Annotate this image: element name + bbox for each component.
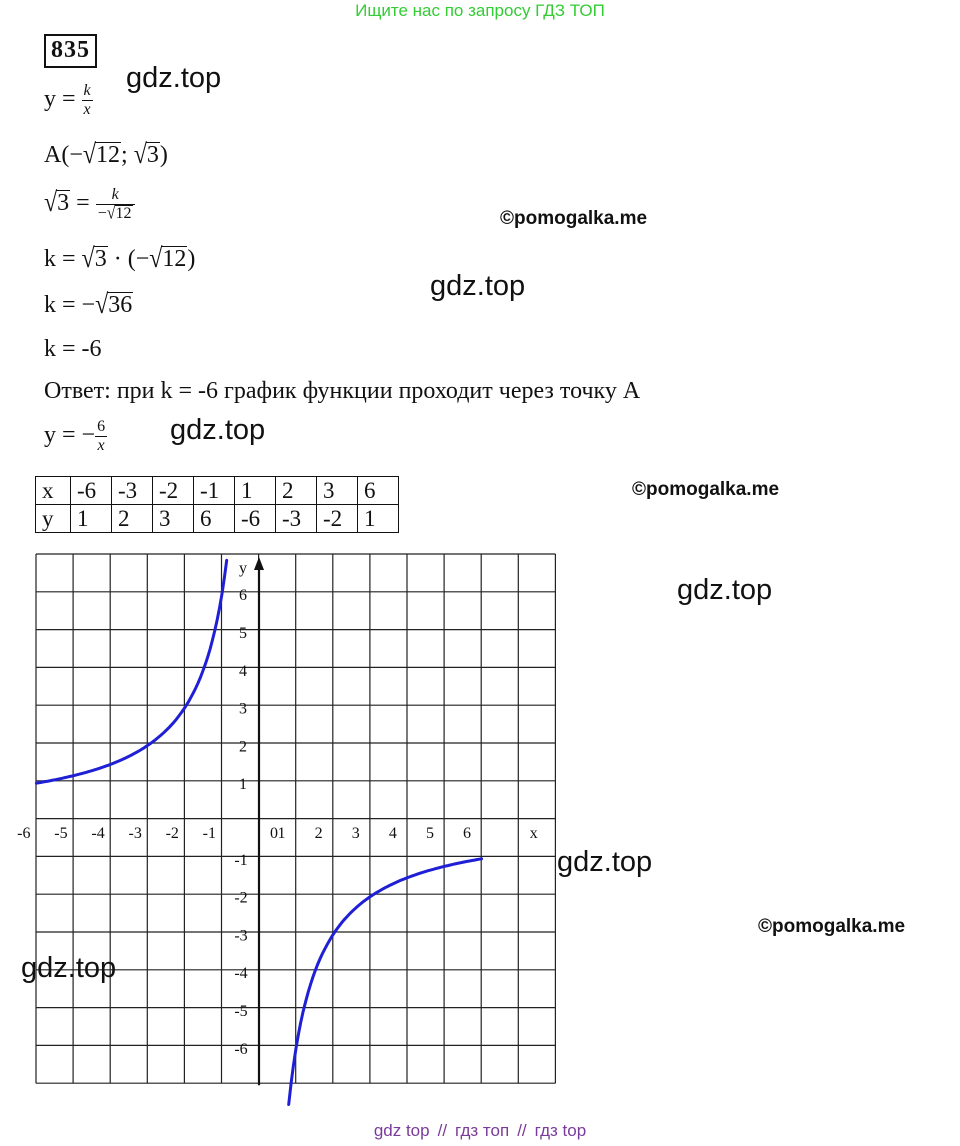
y-tick-label: 3 [239, 700, 247, 718]
watermark-gdz: gdz.top [21, 952, 117, 984]
y-tick-label: -3 [234, 927, 248, 945]
formula-lhs: y = [44, 86, 82, 113]
graph-axes [254, 557, 264, 1085]
x-tick-label: -5 [54, 825, 68, 842]
y-tick-label: -1 [234, 851, 248, 869]
x-tick-label: 6 [463, 825, 472, 842]
y-tick-label: 2 [239, 738, 247, 756]
y-axis-label: y [239, 560, 247, 577]
substitution-fraction: $\frac{k}{-√12}$ [96, 186, 135, 223]
footer-separator: // [437, 1121, 448, 1140]
x-tick-label: -2 [165, 825, 179, 842]
origin-label: 0 [270, 825, 278, 842]
y-tick-label: 6 [239, 587, 247, 605]
table-cell: 2 [276, 477, 317, 505]
y-tick-label: -4 [234, 965, 248, 983]
equation-k-value: k = -6 [44, 336, 102, 362]
table-cell: -2 [153, 477, 194, 505]
watermark-gdz: gdz.top [170, 414, 266, 446]
y-tick-label: 4 [239, 662, 247, 680]
answer-text: Ответ: при k = -6 график функции проходит через точку А [44, 378, 641, 404]
x-tick-label: -3 [128, 825, 142, 842]
x-tick-label: 5 [425, 825, 434, 842]
watermark-pomogalka: ©pomogalka.me [500, 208, 648, 229]
formula-fraction: $\frac{k}{x}$ [83, 82, 91, 118]
table-cell: 6 [194, 505, 235, 533]
table-cell: 3 [153, 505, 194, 533]
table-cell: -1 [194, 477, 235, 505]
watermark-pomogalka: ©pomogalka.me [632, 479, 780, 500]
graph-grid [36, 554, 555, 1083]
x-tick-label: -4 [91, 825, 105, 842]
footer-link[interactable]: гдз top [534, 1121, 587, 1140]
y-tick-label: 5 [239, 625, 247, 642]
x-axis-label: x [529, 825, 538, 842]
watermark-gdz: gdz.top [430, 270, 526, 302]
table-cell: x [36, 477, 71, 505]
x-tick-label: 4 [388, 825, 397, 842]
watermark-pomogalka: ©pomogalka.me [758, 916, 906, 937]
table-cell: 1 [358, 505, 399, 533]
equation-substitution: √3 = $\frac{k}{-√12}$ [44, 186, 135, 223]
watermark-gdz: gdz.top [126, 62, 222, 94]
footer-links [0, 1121, 960, 1141]
final-function: y = − $\frac{6}{x}$ [44, 418, 106, 454]
footer-link[interactable]: gdz top [373, 1121, 430, 1140]
point-a: A(−√12; √3) [44, 139, 168, 170]
y-tick-label: -6 [234, 1040, 248, 1058]
x-tick-label: 1 [277, 825, 286, 842]
table-cell: -2 [317, 505, 358, 533]
table-cell: -3 [112, 477, 153, 505]
x-tick-label: 3 [351, 825, 360, 842]
table-cell: y [36, 505, 71, 533]
y-tick-label: -5 [234, 1003, 248, 1020]
equation-k-product: k = √3 · (−√12) [44, 243, 196, 274]
table-cell: 1 [71, 505, 112, 533]
table-cell: -6 [235, 505, 276, 533]
problem-number: 835 [44, 34, 97, 68]
table-cell: 1 [235, 477, 276, 505]
curve-branch-left [36, 560, 226, 783]
table-cell: 3 [317, 477, 358, 505]
y-tick-label: 1 [239, 776, 247, 794]
watermark-gdz: gdz.top [677, 574, 773, 606]
y-tick-label: -2 [234, 889, 248, 907]
table-cell: 2 [112, 505, 153, 533]
equation-k-root: k = −√36 [44, 289, 133, 320]
x-tick-label: -1 [202, 825, 217, 842]
y-axis-arrow [254, 557, 264, 570]
footer-link[interactable]: гдз топ [455, 1121, 510, 1140]
x-tick-label: 2 [314, 825, 323, 842]
table-cell: -3 [276, 505, 317, 533]
table-cell: 6 [358, 477, 399, 505]
curve-branch-right [289, 859, 482, 1105]
footer-separator: // [517, 1121, 527, 1140]
top-banner[interactable]: Ищите нас по запросу ГДЗ ТОП [355, 1, 605, 20]
final-fraction: $\frac{6}{x}$ [97, 418, 106, 454]
x-tick-label: -6 [17, 825, 31, 842]
table-cell: -6 [71, 477, 112, 505]
watermark-gdz: gdz.top [557, 846, 653, 878]
